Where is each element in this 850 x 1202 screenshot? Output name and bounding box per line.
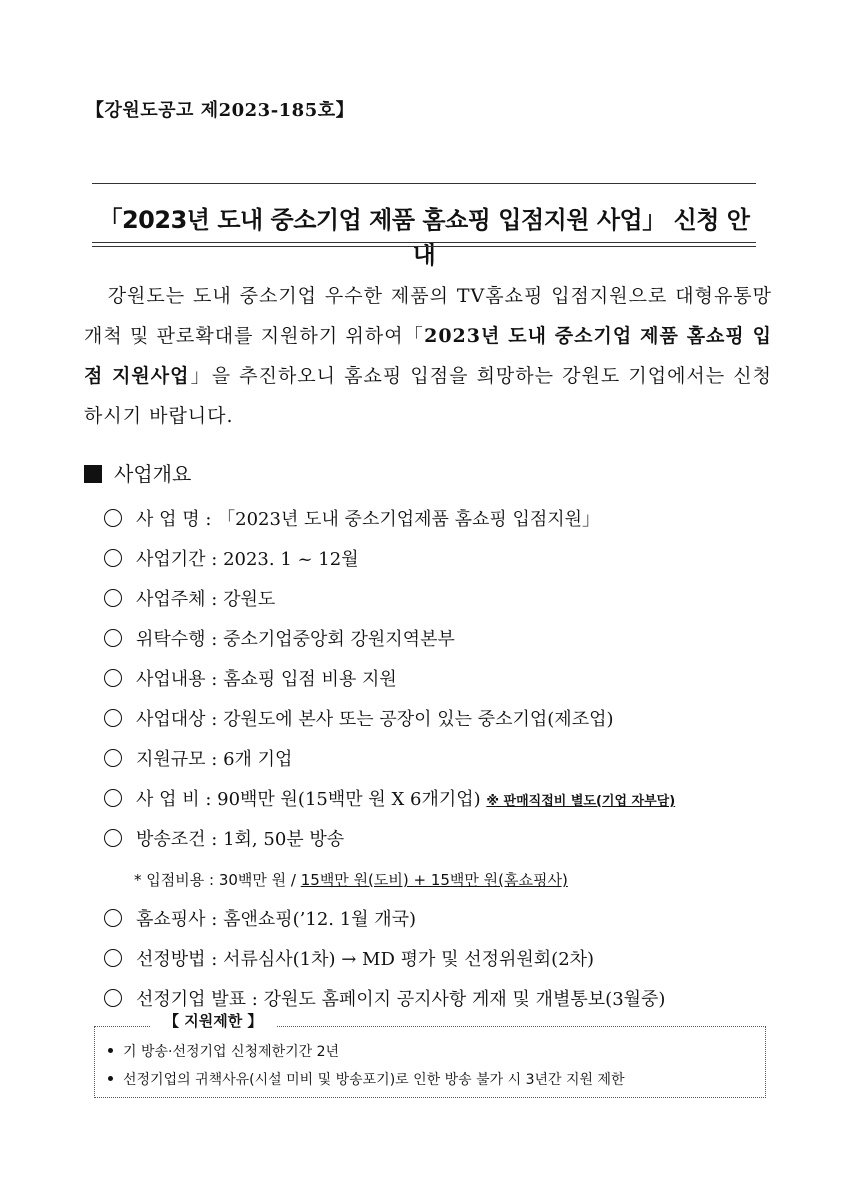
item-label: 사 업 비 :: [136, 789, 212, 810]
list-item: [104, 620, 794, 660]
circle-bullet-icon: [104, 709, 122, 727]
intro-paragraph: [84, 276, 772, 436]
item-value: 2023. 1 ~ 12월: [223, 549, 359, 570]
item-value: 홈쇼핑 입점 비용 지원: [223, 669, 397, 690]
item-label: 사 업 명 :: [136, 509, 212, 530]
list-sub-item: [104, 860, 794, 900]
document-title: 「2023년 도내 중소기업 제품 홈쇼핑 입점지원 사업」 신청 안내: [98, 206, 750, 269]
item-label: 선정방법 :: [136, 949, 218, 970]
item-label: 선정기업 발표 :: [136, 989, 258, 1010]
notice-number: 【강원도공고 제2023-185호】: [86, 100, 355, 121]
circle-bullet-icon: [104, 589, 122, 607]
item-value: 강원도: [223, 589, 276, 610]
list-item: [104, 660, 794, 700]
item-label: 지원규모 :: [136, 749, 218, 770]
intro-text-1: 강원도는 도내 중소기업 우수한 제품의 TV홈쇼핑 입점지원으로 대형유통망 개척 및 판로확대를 지원하기 위하여「: [84, 285, 773, 347]
list-item: [104, 740, 794, 780]
bullet-dot-icon: [108, 1048, 113, 1053]
item-label: 위탁수행 :: [136, 629, 218, 650]
circle-bullet-icon: [104, 989, 122, 1007]
intro-text-2: 」을 추진하오니 홈쇼핑 입점을 희망하는 강원도 기업에서는 신청하시기 바랍니다.: [84, 365, 772, 427]
list-item: [104, 540, 794, 580]
item-label: 홈쇼핑사 :: [136, 909, 218, 930]
restriction-title: 【 지원제한 】: [150, 1010, 276, 1031]
circle-bullet-icon: [104, 669, 122, 687]
intro-text-bold: 2023년 도내 중소기업 제품 홈쇼핑 입점 지원사업: [84, 325, 772, 387]
item-value: 강원도 홈페이지 공지사항 게재 및 개별통보(3월중): [263, 989, 666, 1010]
title-bottom-rule: [92, 242, 756, 247]
list-item: [104, 500, 794, 540]
overview-list: [104, 500, 794, 1020]
item-value: 홈앤쇼핑(’12. 1월 개국): [223, 909, 417, 930]
list-item: [108, 1066, 758, 1094]
list-item: [104, 940, 794, 980]
circle-bullet-icon: [104, 509, 122, 527]
item-value: 서류심사(1차) → MD 평가 및 선정위원회(2차): [223, 949, 595, 970]
bullet-dot-icon: [108, 1076, 113, 1081]
section-heading-text: 사업개요: [114, 462, 192, 486]
item-label: 방송조건 :: [136, 829, 218, 850]
item-label: 사업기간 :: [136, 549, 218, 570]
circle-bullet-icon: [104, 829, 122, 847]
circle-bullet-icon: [104, 949, 122, 967]
list-item: [108, 1038, 758, 1066]
circle-bullet-icon: [104, 749, 122, 767]
item-value: 강원도에 본사 또는 공장이 있는 중소기업(제조업): [223, 709, 614, 730]
restriction-text: 선정기업의 귀책사유(시설 미비 및 방송포기)로 인한 방송 불가 시 3년간 지원 제한: [123, 1072, 625, 1088]
item-label: 사업내용 :: [136, 669, 218, 690]
item-value: 90백만 원(15백만 원 X 6개기업): [217, 789, 481, 810]
section-heading: [84, 458, 191, 487]
budget-note: ※ 판매직접비 별도(기업 자부담): [486, 794, 676, 809]
circle-bullet-icon: [104, 549, 122, 567]
list-item: [104, 700, 794, 740]
item-value: 중소기업중앙회 강원지역본부: [223, 629, 455, 650]
restriction-text: 기 방송·선정기업 신청제한기간 2년: [123, 1044, 340, 1060]
item-value: 「2023년 도내 중소기업제품 홈쇼핑 입점지원」: [217, 509, 601, 530]
item-label: 사업주체 :: [136, 589, 218, 610]
restriction-list: [108, 1038, 758, 1094]
circle-bullet-icon: [104, 789, 122, 807]
sub-item-value: 15백만 원(도비) + 15백만 원(홈쇼핑사): [300, 871, 568, 889]
circle-bullet-icon: [104, 909, 122, 927]
item-value: 6개 기업: [223, 749, 293, 770]
sub-item-label: * 입점비용 : 30백만 원 /: [134, 871, 301, 889]
list-item: [104, 900, 794, 940]
list-item: [104, 820, 794, 860]
item-value: 1회, 50분 방송: [223, 829, 345, 850]
item-label: 사업대상 :: [136, 709, 218, 730]
list-item: [104, 780, 794, 820]
square-bullet-icon: [84, 465, 102, 483]
title-top-rule: [92, 183, 756, 184]
circle-bullet-icon: [104, 629, 122, 647]
list-item: [104, 580, 794, 620]
